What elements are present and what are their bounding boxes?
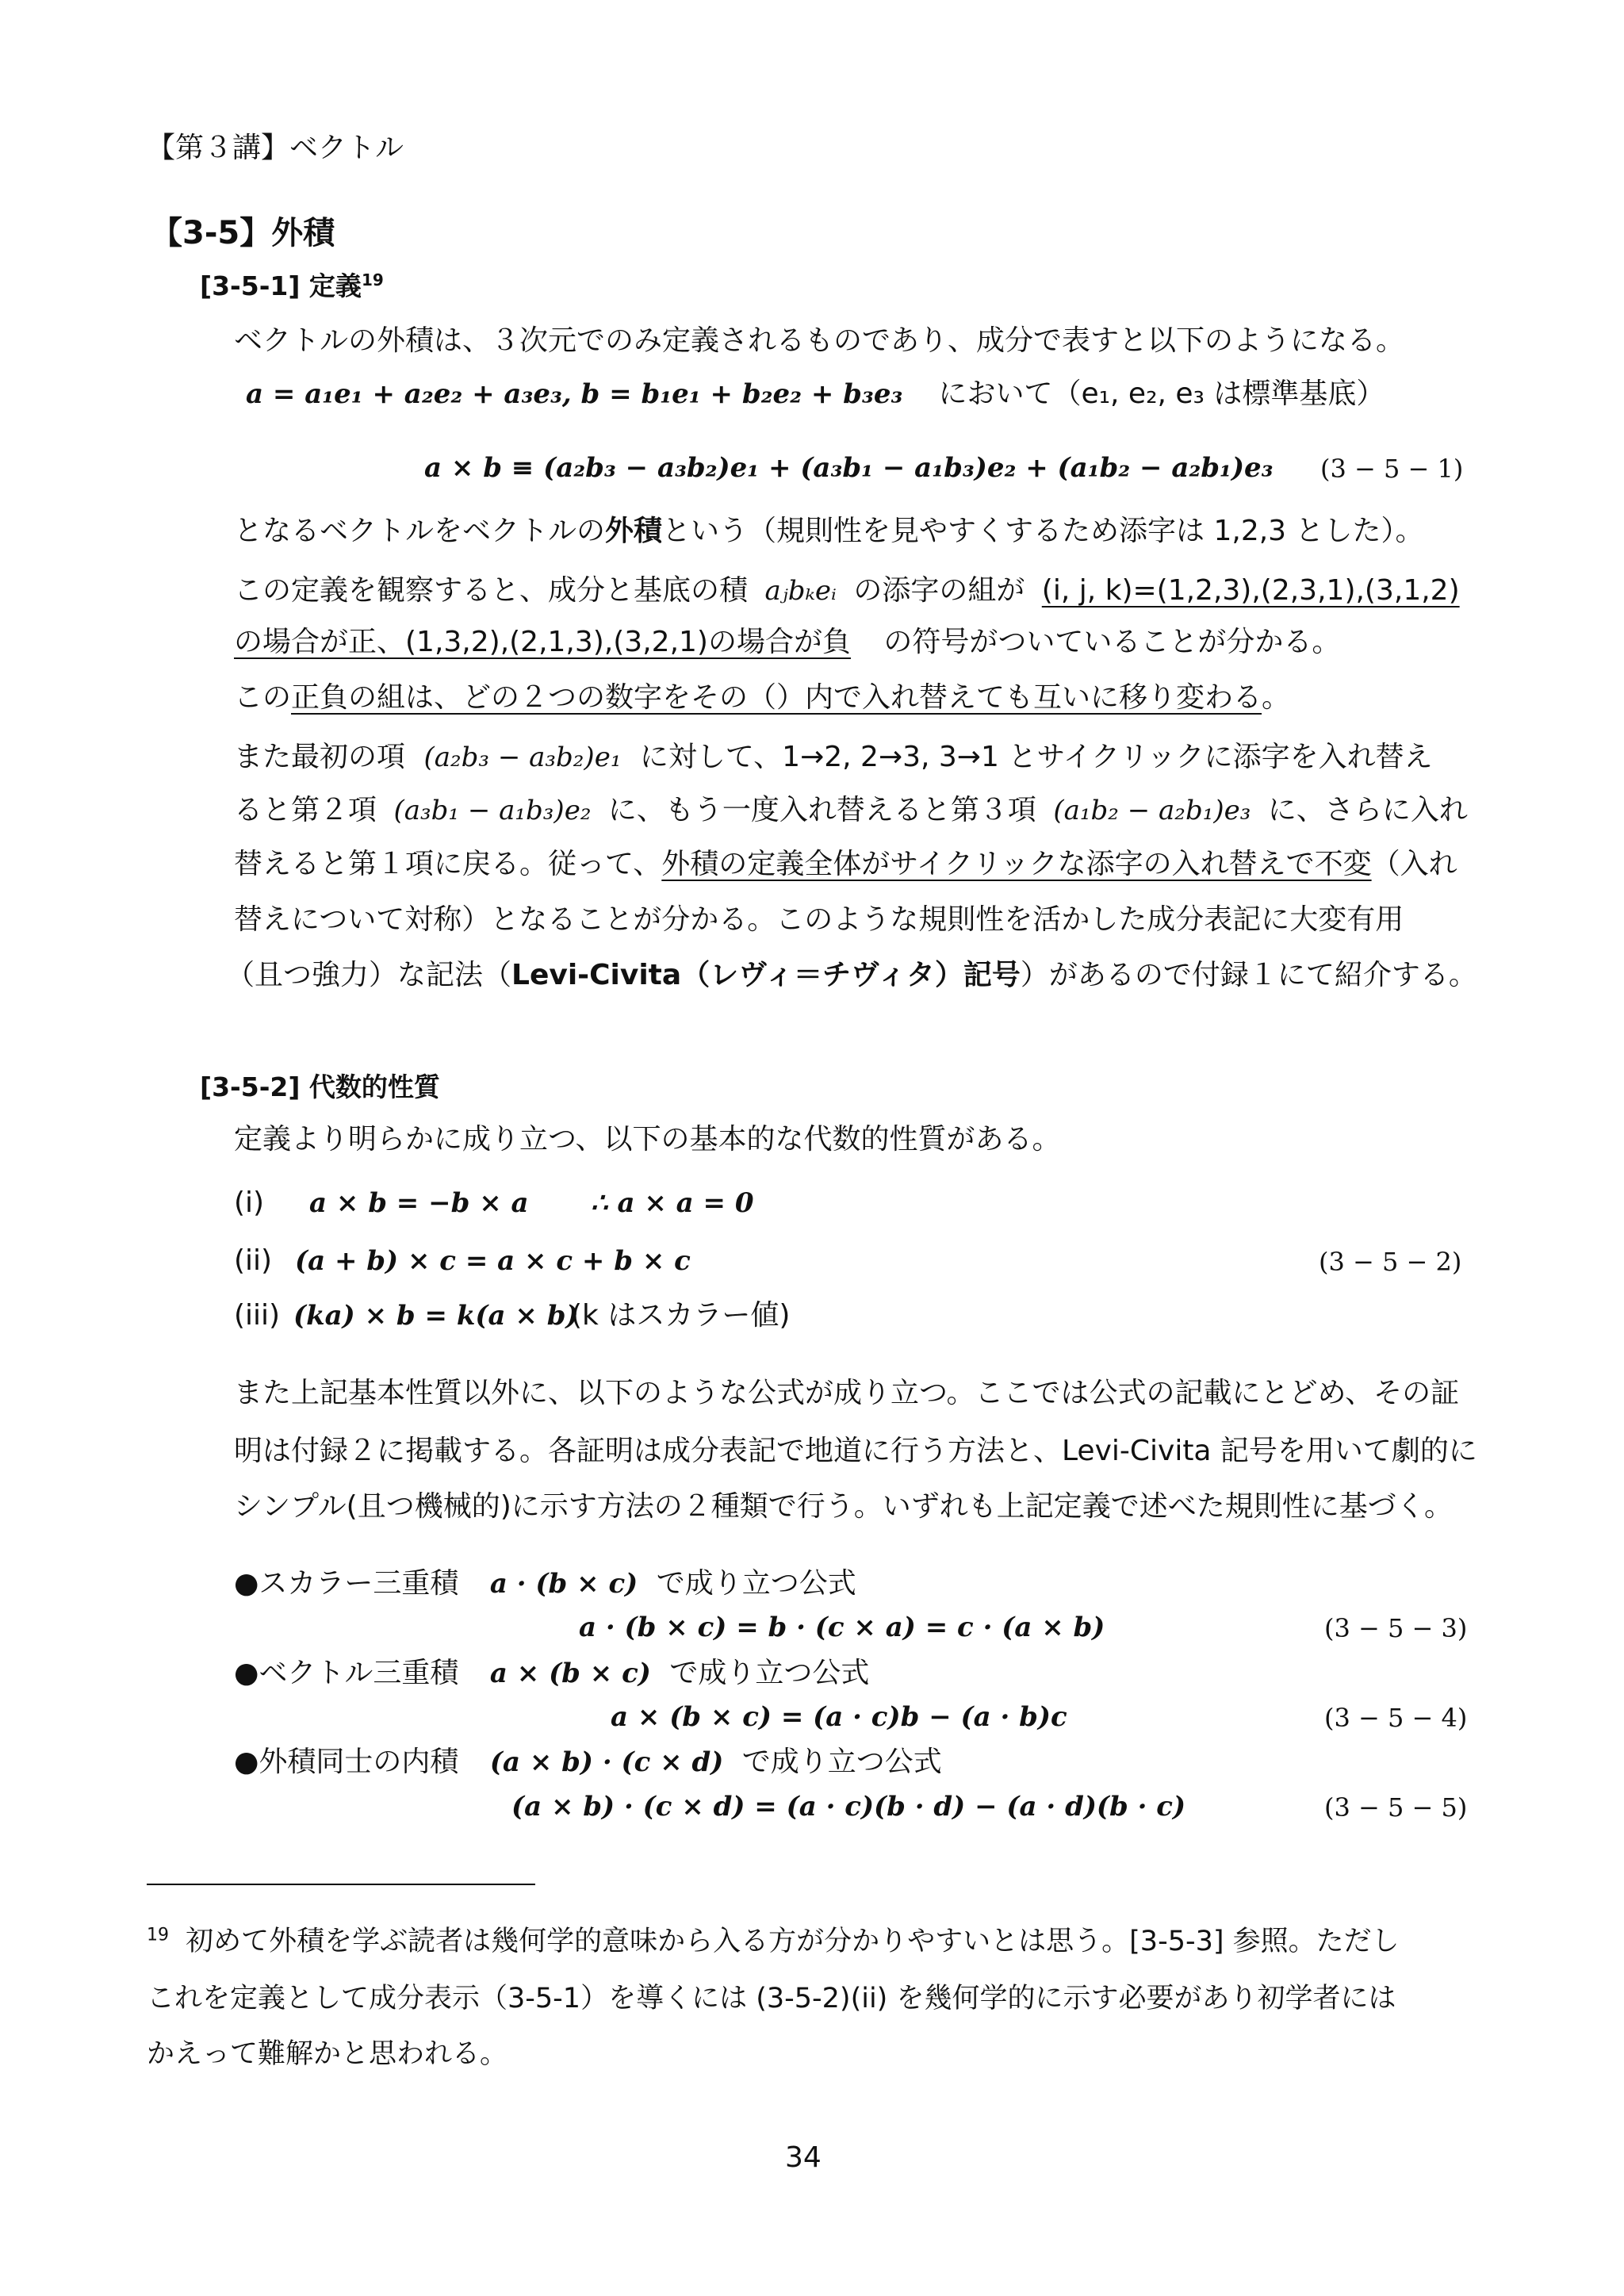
text-segment: の添字の組が: [853, 574, 1025, 607]
subsection-title-algebraic: [3-5-2] 代数的性質: [200, 1071, 440, 1102]
equation-number-4: (3 − 5 − 4): [1324, 1703, 1468, 1733]
property-ii: (a + b) × c = a × c + b × c: [295, 1245, 691, 1277]
footnote-text: 初めて外積を学ぶ読者は幾何学的意味から入る方が分かりやすいとは思う。[3-5-3] 参照。ただし: [186, 1926, 1400, 1957]
bullet-label: ●スカラー三重積: [234, 1567, 459, 1600]
term-levi-civita: Levi-Civita（レヴィ＝チヴィタ）記号: [511, 959, 1021, 991]
paragraph-formulas-3: シンプル(且つ機械的)に示す方法の２種類で行う。いずれも上記定義で述べた規則性に基づく。: [234, 1490, 1454, 1523]
text-segment: で成り立つ公式: [741, 1746, 942, 1778]
text-segment: ）があるので付録１にて紹介する。: [1020, 959, 1477, 991]
paragraph-cyclic-4: 替えについて対称）となることが分かる。このような規則性を活かした成分表記に大変有用: [234, 903, 1404, 936]
footnote-line-3: かえって難解かと思われる。: [147, 2038, 508, 2070]
text-segment: の符号がついていることが分かる。: [883, 626, 1341, 658]
text-segment: という（規則性を見やすくするため添字は 1,2,3 とした）。: [662, 515, 1424, 547]
equation-number-3: (3 − 5 − 3): [1324, 1613, 1468, 1643]
property-i: a × b = −b × a: [309, 1187, 529, 1219]
paragraph-properties-intro: 定義より明らかに成り立つ、以下の基本的な代数的性質がある。: [234, 1123, 1061, 1156]
bullet-vector-triple: [234, 1656, 869, 1691]
text-segment: （且つ強力）な記法（: [226, 959, 512, 991]
bullet-scalar-triple: [234, 1566, 856, 1601]
text-segment: ると第２項: [234, 794, 377, 826]
equation-ab: a = a₁e₁ + a₂e₂ + a₃e₃, b = b₁e₁ + b₂e₂ + b₃e₃: [246, 378, 903, 410]
text-segment: で成り立つ公式: [656, 1567, 856, 1600]
paragraph-formulas-2: 明は付録２に掲載する。各証明は成分表記で地道に行う方法と、Levi-Civita 記号を用いて劇的に: [234, 1435, 1477, 1467]
paragraph-intro: ベクトルの外積は、３次元でのみ定義されるものであり、成分で表すと以下のようになる。: [234, 324, 1405, 357]
property-i-label: (i): [234, 1186, 265, 1219]
paragraph-observation: [234, 573, 1460, 608]
subsection-title-text: [3-5-1] 定義: [200, 270, 362, 301]
text-segment: この定義を観察すると、成分と基底の積: [234, 574, 749, 607]
equation-ab-note: において（e₁, e₂, e₃ は標準基底）: [938, 378, 1385, 410]
text-segment: となるベクトルをベクトルの: [234, 515, 606, 547]
equation-number-1: (3 − 5 − 1): [1320, 454, 1464, 484]
math-inline: (a₁b₂ − a₂b₁)e₃: [1053, 795, 1251, 826]
underlined-text: 正負の組は、どの２つの数字をその（）内で入れ替えても互いに移り変わる: [291, 681, 1262, 714]
math-inline: aⱼbₖeᵢ: [764, 575, 837, 607]
equation-cross-dot: (a × b) · (c × d) = (a · c)(b · d) − (a · d)(b · c): [511, 1791, 1186, 1823]
paragraph-levi-civita: [226, 958, 1477, 993]
paragraph-sign-line: [234, 625, 1340, 660]
paragraph-formulas-1: また上記基本性質以外に、以下のような公式が成り立つ。ここでは公式の記載にとどめ、その証: [234, 1377, 1460, 1409]
footnote-mark: 19: [147, 1925, 169, 1945]
math-inline: a × (b × c): [489, 1658, 651, 1689]
text-segment: で成り立つ公式: [669, 1657, 870, 1689]
equation-number-2: (3 − 5 − 2): [1319, 1247, 1462, 1277]
text-segment: に、さらに入れ: [1267, 794, 1468, 826]
bullet-label: ●ベクトル三重積: [234, 1657, 459, 1689]
footnote-line-1: [147, 1919, 1400, 1959]
paragraph-cyclic-1: [234, 740, 1433, 775]
property-i-consequence: ∴ a × a = 0: [591, 1187, 754, 1219]
paragraph-swap: [234, 680, 1290, 715]
section-title: 【3-5】外積: [151, 215, 335, 251]
footnote-divider: [147, 1884, 535, 1885]
equation-components: [246, 377, 1385, 412]
underlined-text: 外積の定義全体がサイクリックな添字の入れ替えで不変: [661, 848, 1372, 880]
text-segment: この: [234, 681, 292, 714]
property-iii: (ka) × b = k(a × b): [293, 1300, 579, 1332]
math-inline: a · (b × c): [489, 1568, 638, 1600]
equation-cross-product: a × b ≡ (a₂b₃ − a₃b₂)e₁ + (a₃b₁ − a₁b₃)e₂ + (a₁b₂ − a₂b₁)e₃: [424, 452, 1274, 484]
property-iii-label: (iii): [234, 1299, 281, 1332]
underlined-text: の場合が正、(1,3,2),(2,1,3),(3,2,1)の場合が負: [234, 626, 851, 658]
equation-number-5: (3 − 5 − 5): [1324, 1792, 1468, 1823]
paragraph-cyclic-3: [234, 847, 1457, 882]
math-inline: (a₂b₃ − a₃b₂)e₁: [423, 742, 622, 773]
text-segment: 替えると第１項に戻る。従って、: [234, 848, 662, 880]
math-inline: (a₃b₁ − a₁b₃)e₂: [393, 795, 592, 826]
text-segment: 。: [1262, 681, 1291, 714]
text-segment: （入れ: [1371, 848, 1457, 880]
page-number: 34: [785, 2141, 822, 2174]
running-header: 【第３講】ベクトル: [147, 132, 404, 164]
term-outer-product: 外積: [605, 515, 663, 547]
paragraph-definition: [234, 514, 1424, 549]
underlined-text: (i, j, k)=(1,2,3),(2,3,1),(3,1,2): [1041, 574, 1460, 607]
bullet-cross-dot: [234, 1745, 942, 1780]
math-inline: (a × b) · (c × d): [489, 1746, 724, 1778]
footnote-ref: 19: [361, 270, 384, 289]
text-segment: に、もう一度入れ替えると第３項: [607, 794, 1036, 826]
equation-vector-triple: a × (b × c) = (a · c)b − (a · b)c: [611, 1701, 1067, 1733]
property-ii-label: (ii): [234, 1244, 273, 1277]
footnote-line-2: これを定義として成分表示（3-5-1）を導くには (3-5-2)(ii) を幾何学的に示す必要があり初学者には: [147, 1983, 1396, 2014]
text-segment: また最初の項: [234, 741, 406, 773]
bullet-label: ●外積同士の内積: [234, 1746, 459, 1778]
subsection-title-definition: [200, 266, 384, 303]
property-iii-note: (k はスカラー値): [571, 1299, 791, 1332]
paragraph-cyclic-2: [234, 793, 1468, 828]
text-segment: に対して、1→2, 2→3, 3→1 とサイクリックに添字を入れ替え: [639, 741, 1433, 773]
equation-scalar-triple: a · (b × c) = b · (c × a) = c · (a × b): [579, 1612, 1105, 1643]
